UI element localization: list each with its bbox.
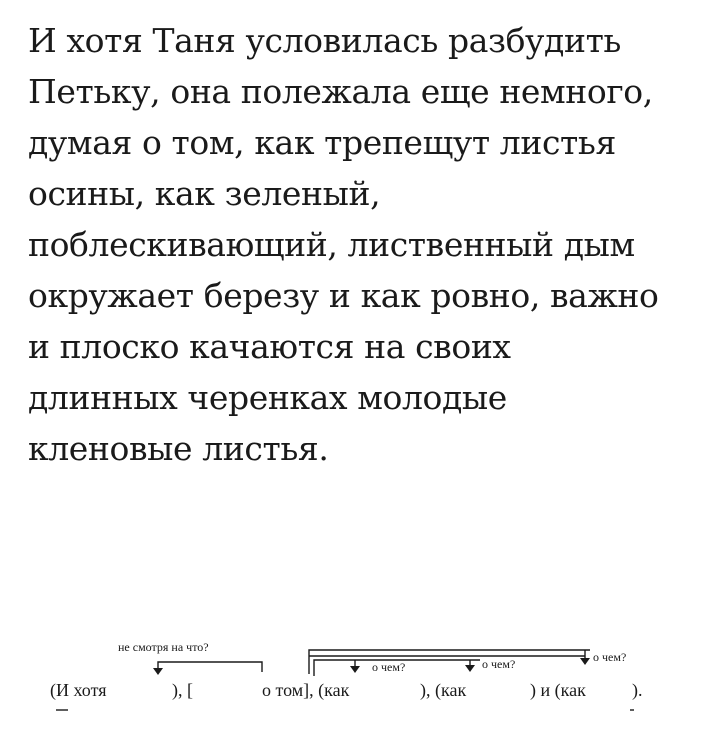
scheme-part-6: ). bbox=[632, 680, 643, 700]
arrow-head-1 bbox=[153, 668, 163, 675]
text-line-4: осины, как зеленый, bbox=[28, 174, 381, 213]
scheme-part-1: (И хотя bbox=[50, 680, 107, 700]
text-line-6: окружает березу и как ровно, важно bbox=[28, 276, 659, 315]
arrow-head-4 bbox=[580, 658, 590, 665]
arrow-head-3 bbox=[465, 665, 475, 672]
text-line-2: Петьку, она полежала еще немного, bbox=[28, 72, 653, 111]
scheme-part-3: о том], (как bbox=[262, 680, 350, 700]
arrow-head-2 bbox=[350, 666, 360, 673]
text-line-8: длинных черенках молодые bbox=[28, 378, 507, 417]
text-line-5: поблескивающий, лиственный дым bbox=[28, 225, 635, 264]
scheme-diagram bbox=[0, 630, 708, 731]
scheme-part-5: ) и (как bbox=[530, 680, 586, 700]
sentence-scheme bbox=[0, 630, 708, 731]
question-1: о чем? bbox=[372, 660, 406, 674]
arrow-main-line-outer bbox=[309, 650, 590, 674]
sentence-text bbox=[28, 15, 698, 474]
arrow-concession bbox=[158, 662, 262, 672]
text-line-7: и плоско качаются на своих bbox=[28, 327, 511, 366]
question-2: о чем? bbox=[482, 657, 516, 671]
question-3: о чем? bbox=[593, 650, 627, 664]
text-line-3: думая о том, как трепещут листья bbox=[28, 123, 616, 162]
scheme-part-2: ), [ bbox=[172, 680, 193, 700]
text-line-9: кленовые листья. bbox=[28, 429, 329, 468]
scheme-part-4: ), (как bbox=[420, 680, 467, 700]
question-concession: не смотря на что? bbox=[118, 640, 209, 654]
text-line-1: И хотя Таня условилась разбудить bbox=[28, 21, 621, 60]
